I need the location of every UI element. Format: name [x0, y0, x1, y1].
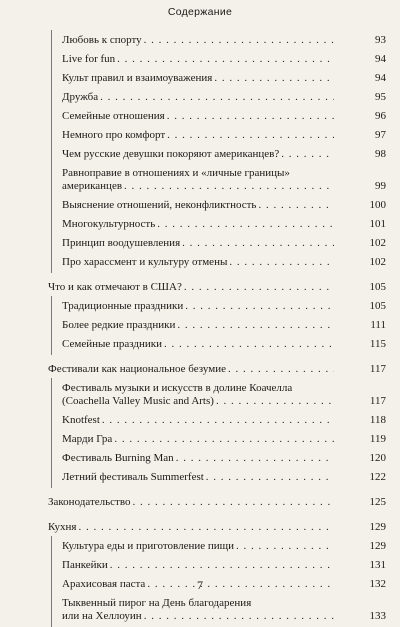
toc-entry[interactable]: [0, 319, 400, 332]
dot-leader: [100, 91, 334, 104]
dot-leader: [258, 199, 334, 212]
page-number: 7: [197, 578, 203, 592]
toc-entry[interactable]: [0, 452, 400, 465]
dot-leader: [124, 180, 334, 193]
toc-entry-page: 122: [369, 471, 386, 483]
toc-entry-page: 129: [369, 540, 386, 552]
dot-leader: [281, 148, 334, 161]
toc-entry-page: 132: [369, 578, 386, 590]
toc-entry-page: 101: [369, 218, 386, 230]
toc-section-page: 125: [369, 496, 386, 508]
toc-entry-title: Многокультурность: [62, 218, 156, 230]
dot-leader: [214, 72, 334, 85]
toc-entry-title: Культура еды и приготовление пищи: [62, 540, 235, 552]
toc-entry-page: 102: [369, 256, 386, 268]
toc-entry-title: Knotfest: [62, 414, 100, 426]
toc-section-title: Фестивали как национальное безумие: [48, 363, 226, 375]
toc-entry-title: Панкейки: [62, 559, 108, 571]
toc-entry-page: 117: [369, 395, 386, 407]
toc-entry[interactable]: [0, 471, 400, 484]
toc-entry-title: Немного про комфорт: [62, 129, 166, 141]
dot-leader: [144, 34, 334, 47]
toc-section[interactable]: [0, 496, 400, 509]
toc-entry-page: 115: [369, 338, 386, 350]
dot-leader: [176, 452, 334, 465]
toc-entry[interactable]: [0, 129, 400, 142]
toc-entry-page: 120: [369, 452, 386, 464]
toc-entry[interactable]: [0, 597, 400, 623]
toc-entry-page: 102: [369, 237, 386, 249]
toc-entry-title: Семейные отношения: [62, 110, 165, 122]
toc-entry-title: Традиционные праздники: [62, 300, 184, 312]
dot-leader: [132, 496, 334, 509]
dot-leader: [184, 281, 334, 294]
toc-entry[interactable]: [0, 559, 400, 572]
toc-entry[interactable]: [0, 53, 400, 66]
toc-entry[interactable]: [0, 540, 400, 553]
dot-leader: [228, 363, 334, 376]
toc-entry[interactable]: [0, 148, 400, 161]
dot-leader: [167, 129, 334, 142]
table-of-contents: [0, 34, 400, 623]
toc-entry-title: Live for fun: [62, 53, 116, 65]
toc-entry-page: 119: [369, 433, 386, 445]
toc-entry-title: Выяснение отношений, неконфликтность: [62, 199, 257, 211]
toc-section-page: 105: [369, 281, 386, 293]
dot-leader: [114, 433, 334, 446]
toc-entry[interactable]: [0, 237, 400, 250]
toc-entry[interactable]: [0, 34, 400, 47]
dot-leader: [144, 610, 334, 623]
toc-entry-title: Марди Гра: [62, 433, 113, 445]
toc-entry-title: Любовь к спорту: [62, 34, 142, 46]
toc-entry[interactable]: [0, 110, 400, 123]
toc-entry-page: 131: [369, 559, 386, 571]
dot-leader: [110, 559, 334, 572]
toc-entry-title: Про харассмент и культуру отмены: [62, 256, 228, 268]
dot-leader: [236, 540, 334, 553]
toc-section-page: 129: [369, 521, 386, 533]
toc-entry-title: Более редкие праздники: [62, 319, 176, 331]
toc-entry-page: 133: [369, 610, 386, 622]
toc-entry-title: Летний фестиваль Summerfest: [62, 471, 204, 483]
toc-entry-title: Фестиваль Burning Man: [62, 452, 174, 464]
toc-entry[interactable]: [0, 72, 400, 85]
toc-entry-title-line2: или на Хеллоуин: [62, 610, 142, 622]
toc-section[interactable]: [0, 363, 400, 376]
toc-entry-page: 95: [375, 91, 386, 103]
toc-entry-page: 96: [375, 110, 386, 122]
toc-entry-title-line1: Фестиваль музыки и искусств в долине Коачелла: [62, 382, 293, 394]
dot-leader: [157, 218, 334, 231]
toc-section-title: Законодательство: [48, 496, 131, 508]
toc-entry-page: 94: [375, 72, 386, 84]
toc-entry[interactable]: [0, 382, 400, 408]
toc-entry[interactable]: [0, 218, 400, 231]
toc-entry[interactable]: [0, 199, 400, 212]
toc-entry-page: 99: [375, 180, 386, 192]
dot-leader: [229, 256, 334, 269]
toc-entry-page: 111: [370, 319, 386, 331]
toc-entry-title-line2: (Coachella Valley Music and Arts): [62, 395, 214, 407]
dot-leader: [102, 414, 334, 427]
running-header: Содержание: [167, 6, 233, 18]
dot-leader: [177, 319, 334, 332]
dot-leader: [206, 471, 334, 484]
toc-entry[interactable]: [0, 433, 400, 446]
toc-entry[interactable]: [0, 414, 400, 427]
dot-leader: [182, 237, 334, 250]
toc-entry-title: Чем русские девушки покоряют американцев?: [62, 148, 280, 160]
toc-entry[interactable]: [0, 167, 400, 193]
toc-section-title: Что и как отмечают в США?: [48, 281, 182, 293]
dot-leader: [164, 338, 334, 351]
toc-entry[interactable]: [0, 91, 400, 104]
dot-leader: [117, 53, 334, 66]
toc-entry-title-line2: американцев: [62, 180, 123, 192]
dot-leader: [216, 395, 334, 408]
toc-entry-page: 97: [375, 129, 386, 141]
toc-section[interactable]: [0, 521, 400, 534]
toc-entry-page: 118: [369, 414, 386, 426]
toc-entry-title: Культ правил и взаимоуважения: [62, 72, 213, 84]
toc-entry[interactable]: [0, 256, 400, 269]
toc-entry-title: Семейные праздники: [62, 338, 163, 350]
toc-section[interactable]: [0, 281, 400, 294]
toc-entry-title: Арахисовая паста: [62, 578, 146, 590]
dot-leader: [185, 300, 334, 313]
dot-leader: [78, 521, 334, 534]
toc-entry-page: 94: [375, 53, 386, 65]
toc-entry-page: 105: [369, 300, 386, 312]
toc-entry[interactable]: [0, 300, 400, 313]
toc-entry-title: Принцип воодушевления: [62, 237, 181, 249]
toc-entry[interactable]: [0, 338, 400, 351]
toc-entry-page: 98: [375, 148, 386, 160]
toc-entry-title-line1: Тыквенный пирог на День благодарения: [62, 597, 252, 609]
toc-entry-title: Дружба: [62, 91, 99, 103]
toc-entry-page: 100: [369, 199, 386, 211]
toc-entry-title-line1: Равноправие в отношениях и «личные границы»: [62, 167, 290, 179]
toc-section-page: 117: [369, 363, 386, 375]
dot-leader: [167, 110, 334, 123]
toc-section-title: Кухня: [48, 521, 77, 533]
toc-entry-page: 93: [375, 34, 386, 46]
